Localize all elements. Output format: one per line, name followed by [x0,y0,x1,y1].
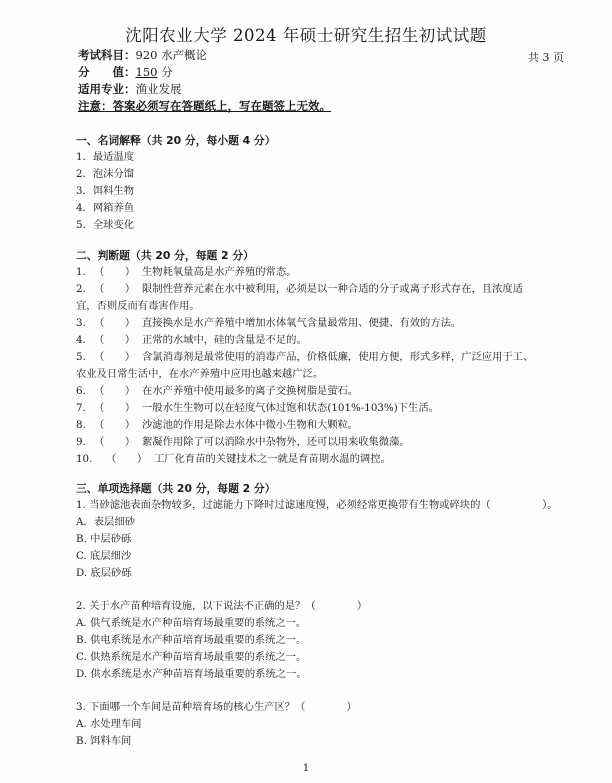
option: D. 底层砂砾 [76,567,132,579]
score-unit: 分 [157,65,173,79]
judge-item: 10. （ ） 工厂化育苗的关键技术之一就是育苗期水温的调控。 [76,453,391,465]
judge-item: 3. （ ） 直接换水是水产养殖中增加水体氧气含量最常用、便捷、有效的方法。 [76,317,462,329]
option: C. 底层细沙 [76,550,132,562]
subject-label: 考试科目： [78,48,136,62]
page-number: 1 [302,763,310,774]
list-item: 4．网箱养鱼 [76,202,135,214]
judge-item-continuation: 农业及日常生活中，在水产养殖中应用也越来越广泛。 [76,368,324,380]
exam-content [76,133,566,750]
judge-item: 2. （ ） 限制性营养元素在水中被利用，必须是以一种合适的分子或离子形式存在，且浓度适 [76,283,523,295]
score-row [78,64,331,81]
list-item: 5．全球变化 [76,219,135,231]
subject-value: 920 水产概论 [135,48,208,62]
option: B. 供电系统是水产种苗培育场最重要的系统之一。 [76,634,307,646]
option: C. 供热系统是水产种苗培育场最重要的系统之一。 [76,651,307,663]
list-item: 3．饵料生物 [76,185,135,197]
question-stem: 2. 关于水产苗种培育设施，以下说法不正确的是？（ ） [76,600,368,612]
option: B. 饵料车间 [76,735,132,747]
notice: 注意：答案必须写在答题纸上，写在题签上无效。 [78,99,331,113]
judge-item: 9. （ ） 絮凝作用除了可以消除水中杂物外，还可以用来收集微藻。 [76,436,410,448]
score-value: 150 [135,65,158,79]
section1-title: 一、名词解释（共 20 分，每小题 4 分） [76,134,276,147]
judge-item: 8. （ ） 沙滤池的作用是除去水体中微小生物和大颗粒。 [76,419,359,431]
total-pages: 共 3 页 [528,51,564,64]
option: D. 供水系统是水产种苗培育场最重要的系统之一。 [76,668,307,680]
question-stem: 1. 当砂滤池表面杂物较多，过滤能力下降时过滤速度慢，必须经常更换带有生物或碎块的（ ）。 [76,499,558,511]
option: A. 水处理车间 [76,718,142,730]
section2-title: 二、判断题（共 20 分，每题 2 分） [76,249,254,262]
option: B. 中层砂砾 [76,533,132,545]
judge-item: 1. （ ） 生物耗氧量高是水产养殖的常态。 [76,266,297,278]
major-row [78,81,331,98]
score-label: 分 值： [78,65,136,79]
option: A. 供气系统是水产种苗培育场最重要的系统之一。 [76,617,307,629]
question-stem: 3. 下面哪一个车间是苗种培育场的核心生产区？（ ） [76,701,357,713]
judge-item: 5. （ ） 含氯消毒剂是最常使用的消毒产品，价格低廉，使用方便，形式多样，广泛应用于工、 [76,351,534,363]
subject-row [78,47,331,64]
page-title: 沈阳农业大学 2024 年硕士研究生招生初试试题 [125,26,487,45]
judge-item-continuation: 宜，否则反而有毒害作用。 [76,300,200,312]
option: A．表层细砂 [76,516,135,528]
major-label: 适用专业： [78,82,136,96]
major-value: 渔业发展 [135,82,182,96]
section3-title: 三、单项选择题（共 20 分，每题 2 分） [76,482,276,495]
list-item: 1．最适温度 [76,151,135,163]
judge-item: 4. （ ） 正常的水域中，硅的含量是不足的。 [76,334,307,346]
exam-meta [78,47,331,115]
list-item: 2．泡沫分馏 [76,168,135,180]
judge-item: 6. （ ） 在水产养殖中使用最多的离子交换树脂是萤石。 [76,385,359,397]
judge-item: 7. （ ） 一般水生生物可以在轻度气体过饱和状态(101%-103%)下生活。 [76,402,439,414]
